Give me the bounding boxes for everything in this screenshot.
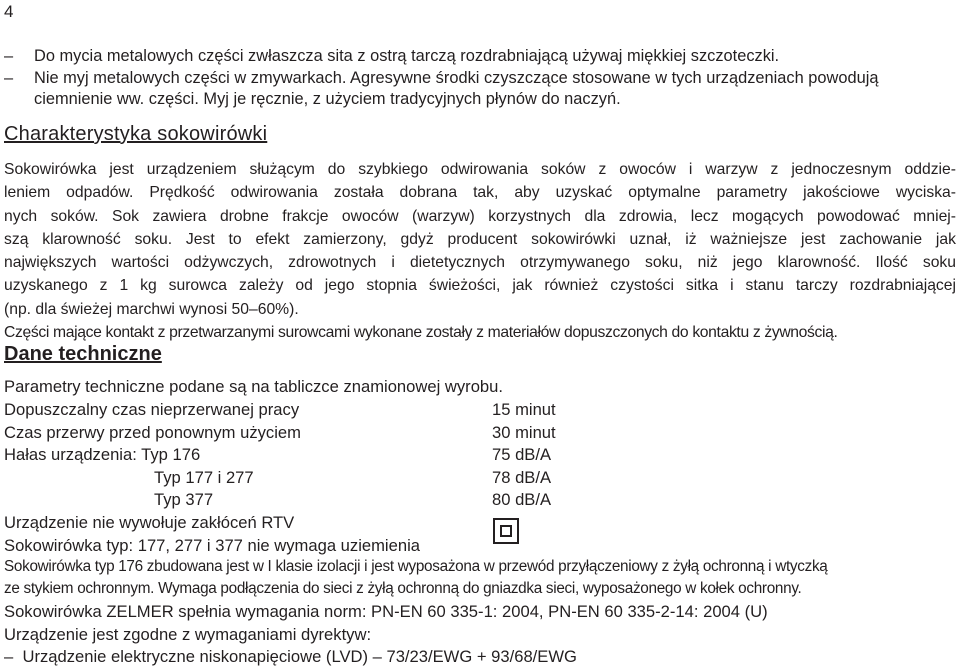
double-insulation-icon (493, 518, 519, 544)
bullet-text: Do mycia metalowych części zwłaszcza sita z ostrą tarczą rozdrabniającą używaj miękkiej szczoteczki. (34, 47, 780, 65)
bullet-item (4, 46, 954, 68)
directives-intro: Urządzenie jest zgodne z wymaganiami dyrektyw: (4, 625, 372, 644)
paragraph-line: nych soków. Sok zawiera drobne frakcje owoców (warzyw) korzystnych dla zdrowia, lecz mogących powodować mniej- (4, 207, 956, 225)
spec-value: 78 dB/A (492, 468, 552, 487)
directive-text: Urządzenie elektryczne niskonapięciowe (LVD) – 73/23/EWG + 93/68/EWG (22, 647, 577, 666)
rtv-statement: Urządzenie nie wywołuje zakłóceń RTV (4, 513, 295, 532)
paragraph-line: Sokowirówka jest urządzeniem służącym do szybkiego odwirowania soków z owoców i warzyw z jednoczesnym oddzie- (4, 161, 956, 178)
paragraph-line: szą klarowność soku. Jest to efekt zamierzony, gdyż producent sokowirówki uznał, iż ważniejsze jest zachowanie jak (4, 230, 956, 248)
paragraph-line: (np. dla świeżej marchwi wynosi 50–60%). (4, 300, 299, 318)
grounding-statement: Sokowirówka typ: 177, 277 i 377 nie wymaga uziemienia (4, 536, 420, 555)
dash: – (4, 47, 14, 65)
spec-intro: Parametry techniczne podane są na tabliczce znamionowej wyrobu. (4, 377, 504, 396)
page-number: 4 (4, 2, 14, 21)
directive-item (4, 647, 577, 667)
section-heading-characteristics: Charakterystyka sokowirówki (4, 123, 268, 145)
spec-value: 75 dB/A (492, 445, 552, 464)
dash: – (4, 647, 14, 666)
spec-label: Dopuszczalny czas nieprzerwanej pracy (4, 400, 300, 419)
norms-statement: Sokowirówka ZELMER spełnia wymagania norm: PN-EN 60 335-1: 2004, PN-EN 60 335-2-14: 2004 (U) (4, 602, 768, 621)
double-insulation-inner-square (500, 525, 512, 537)
bullet-continuation (4, 89, 954, 111)
insulation-class-line: Sokowirówka typ 176 zbudowana jest w I klasie izolacji i jest wyposażona w przewód przyłączeniowy z żyłą ochronną i wtyczką (4, 558, 828, 575)
paragraph-line: uzyskanego z 1 kg surowca zależy od jego stopnia świeżości, jak również czystości sitka i stanu tarczy rozdrabniającej (4, 277, 956, 295)
bullet-item (4, 68, 954, 90)
spec-label: Hałas urządzenia: Typ 176 (4, 445, 201, 464)
spec-value: 15 minut (492, 400, 556, 419)
paragraph-line: leniem odpadów. Prędkość odwirowania została dobrana tak, aby uzyskać optymalne parametry jakościowe wyciska- (4, 184, 956, 202)
spec-value: 80 dB/A (492, 490, 552, 509)
spec-value: 30 minut (492, 423, 556, 442)
bullet-text: ciemnienie ww. części. Myj je ręcznie, z użyciem tradycyjnych płynów do naczyń. (34, 90, 621, 108)
dash: – (4, 68, 14, 87)
paragraph-line: największych wartości odżywczych, zdrowotnych i dietetycznych otrzymywanego soku, niż jego klarowność. Ilość soku (4, 254, 956, 272)
bullet-text: Nie myj metalowych części w zmywarkach. Agresywne środki czyszczące stosowane w tych urządzeniach powodują (34, 68, 879, 87)
insulation-class-line: ze stykiem ochronnym. Wymaga podłączenia do sieci z żyłą ochronną do gniazdka sieci, wyposażonego w kołek ochronny. (4, 580, 802, 597)
spec-label: Typ 177 i 277 (154, 468, 254, 487)
spec-label: Typ 377 (154, 490, 214, 509)
characteristics-paragraph (4, 158, 956, 344)
cleaning-instructions (4, 46, 954, 111)
paragraph-line: Części mające kontakt z przetwarzanymi surowcami wykonane zostały z materiałów dopuszczonych do kontaktu z żywnością. (4, 324, 838, 342)
section-heading-technical-data: Dane techniczne (4, 343, 162, 365)
spec-label: Czas przerwy przed ponownym użyciem (4, 423, 301, 442)
